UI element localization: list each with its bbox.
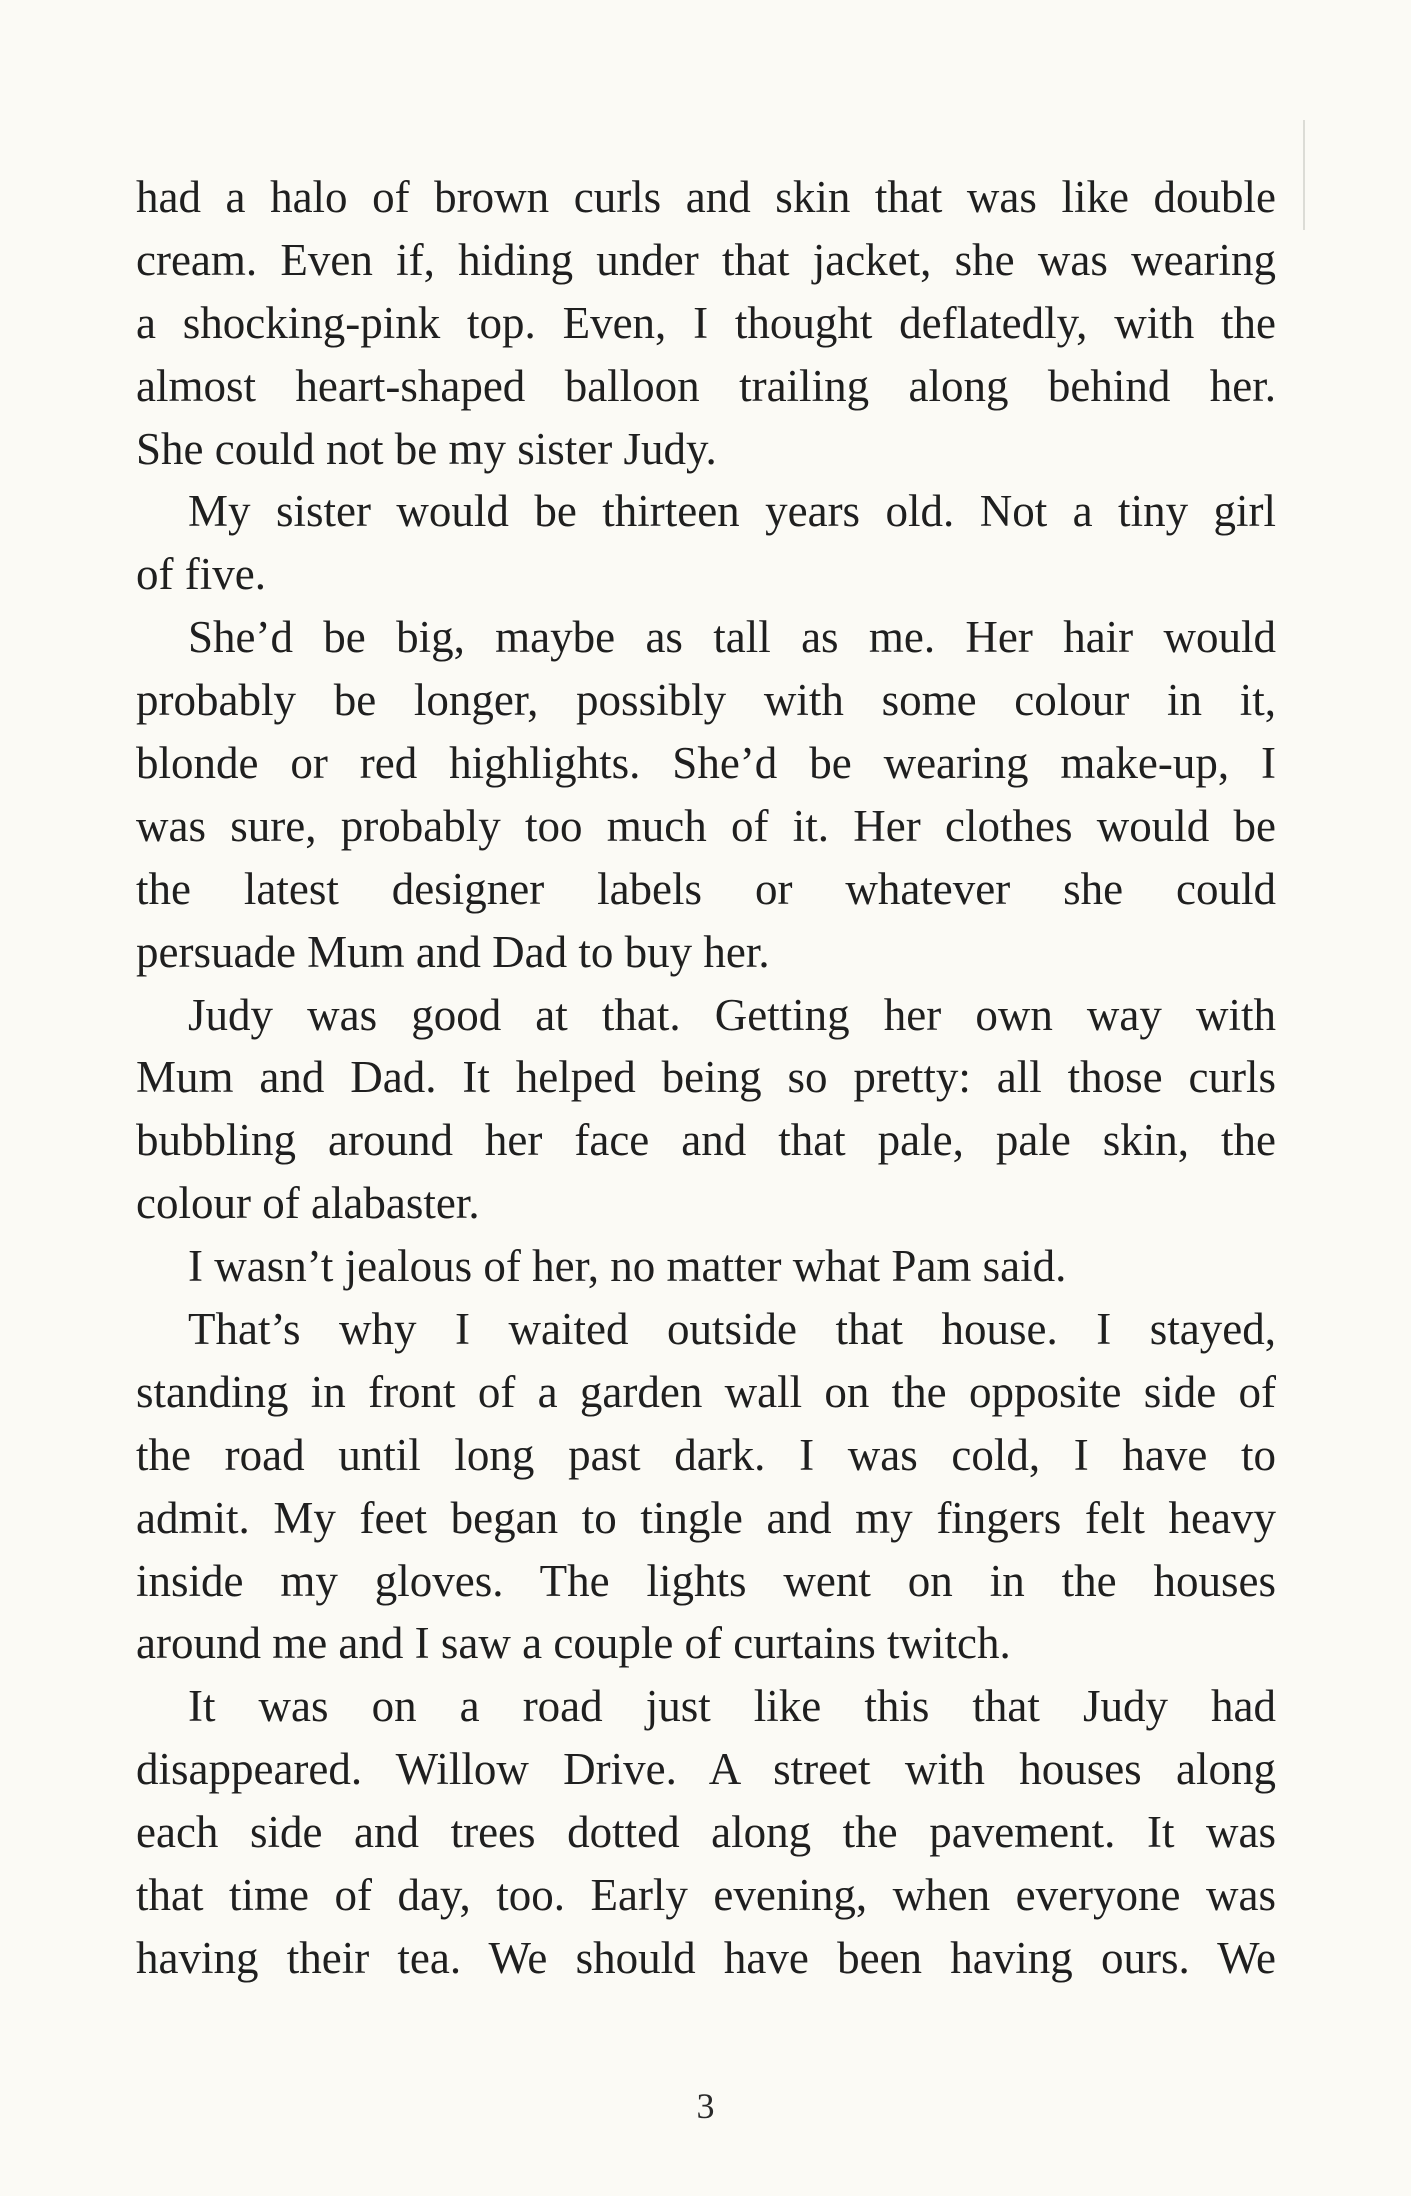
page-number: 3 <box>696 2086 715 2126</box>
text-line: admit. My feet began to tingle and my fingers felt heavy <box>136 1492 1276 1543</box>
text-line: Mum and Dad. It helped being so pretty: all those curls <box>136 1052 1276 1103</box>
text-line: cream. Even if, hiding under that jacket, she was wearing <box>136 234 1276 285</box>
text-line: That’s why I waited outside that house. I stayed, <box>188 1304 1276 1355</box>
text-line: a shocking-pink top. Even, I thought deflatedly, with the <box>136 297 1276 348</box>
text-line: of five. <box>136 549 266 600</box>
text-line: inside my gloves. The lights went on in the houses <box>136 1555 1276 1606</box>
text-line: the road until long past dark. I was cold, I have to <box>136 1429 1276 1480</box>
text-line: She could not be my sister Judy. <box>136 423 717 474</box>
text-line: the latest designer labels or whatever she could <box>136 863 1276 914</box>
text-line: around me and I saw a couple of curtains twitch. <box>136 1618 1011 1669</box>
text-line: having their tea. We should have been having ours. We <box>136 1932 1276 1983</box>
text-line: that time of day, too. Early evening, when everyone was <box>136 1870 1276 1921</box>
text-line: It was on a road just like this that Judy had <box>188 1681 1276 1732</box>
text-line: blonde or red highlights. She’d be wearing make-up, I <box>136 738 1276 789</box>
text-line: She’d be big, maybe as tall as me. Her hair would <box>188 612 1276 663</box>
text-line: bubbling around her face and that pale, pale skin, the <box>136 1115 1276 1166</box>
text-line: had a halo of brown curls and skin that was like double <box>136 172 1276 222</box>
text-line: probably be longer, possibly with some colour in it, <box>136 675 1276 726</box>
text-line: persuade Mum and Dad to buy her. <box>136 926 770 977</box>
text-line: disappeared. Willow Drive. A street with houses along <box>136 1744 1276 1795</box>
text-line: was sure, probably too much of it. Her clothes would be <box>136 800 1276 851</box>
page-edge-mark <box>1303 120 1305 230</box>
text-line: Judy was good at that. Getting her own way with <box>188 989 1276 1040</box>
text-line: I wasn’t jealous of her, no matter what Pam said. <box>188 1241 1067 1292</box>
text-line: almost heart-shaped balloon trailing along behind her. <box>136 360 1276 411</box>
body-text <box>136 166 1276 1990</box>
text-line: each side and trees dotted along the pavement. It was <box>136 1807 1276 1858</box>
text-line: standing in front of a garden wall on the opposite side of <box>136 1366 1276 1417</box>
text-line: My sister would be thirteen years old. Not a tiny girl <box>188 486 1276 537</box>
text-line: colour of alabaster. <box>136 1178 480 1229</box>
